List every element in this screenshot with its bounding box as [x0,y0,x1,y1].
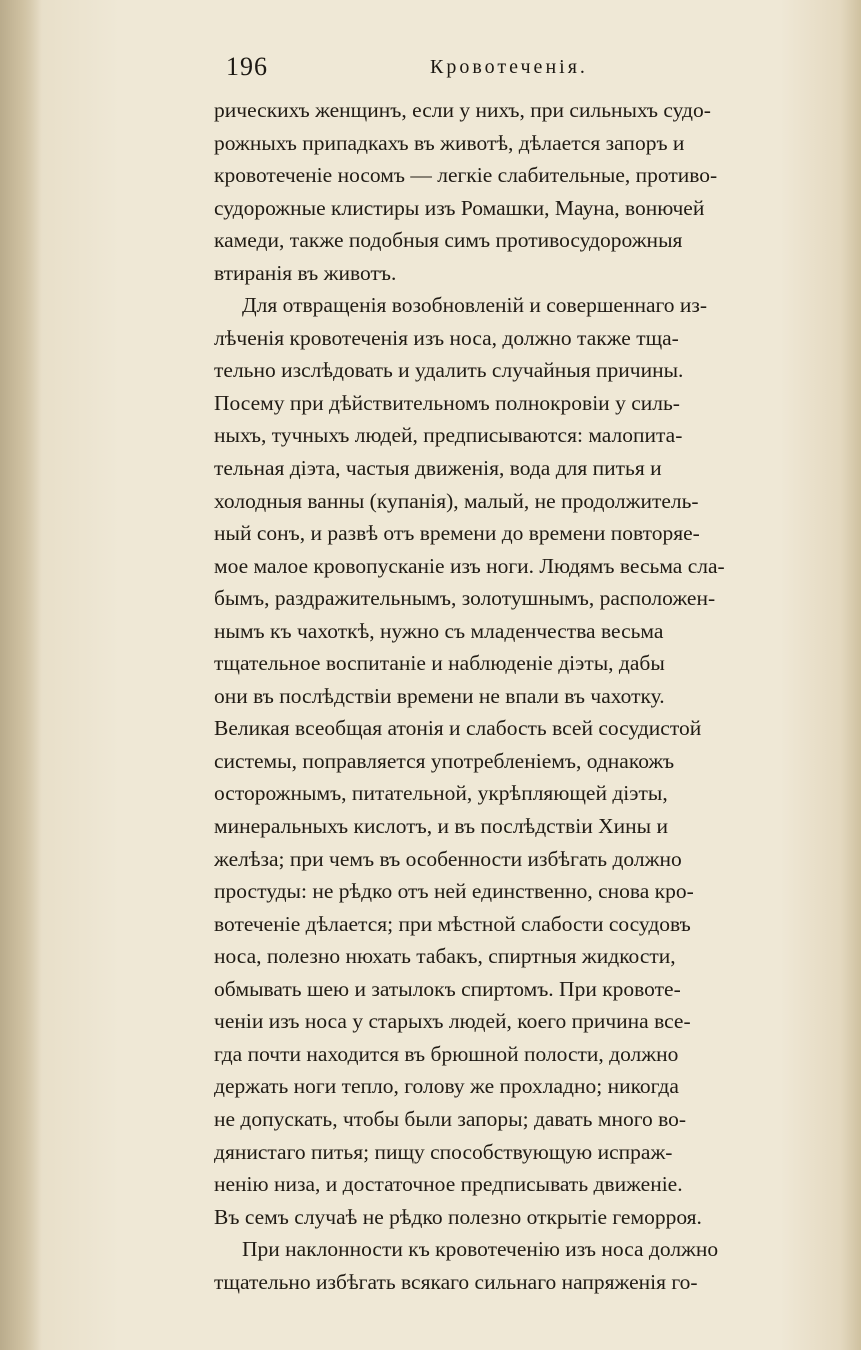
text-line: тельно изслѣдовать и удалить случайныя причины. [214,358,684,383]
text-line: кровотеченіе носомъ — легкіе слабительные, противо- [214,163,718,188]
text-line: тщательно избѣгать всякаго сильнаго напряженія го- [214,1269,698,1294]
text-line: камеди, также подобныя симъ противосудорожныя [214,228,683,253]
page-spine-shadow [0,0,42,1350]
text-line: тщательное воспитаніе и наблюденіе діэты, дабы [214,651,665,676]
text-line: Посему при дѣйствительномъ полнокровіи у силь- [214,390,680,415]
text-line: Въ семъ случаѣ не рѣдко полезно открытіе геморроя. [214,1204,702,1229]
text-line: гда почти находится въ брюшной полости, должно [214,1041,679,1066]
text-line: судорожные клистиры изъ Ромашки, Мауна, вонючей [214,195,705,220]
text-line: системы, поправляется употребленіемъ, однакожъ [214,748,675,773]
text-line: ный сонъ, и развѣ отъ времени до времени повторяе- [214,521,700,546]
text-line: бымъ, раздражительнымъ, золотушнымъ, расположен- [214,586,716,611]
text-line: тельная діэта, частыя движенія, вода для питья и [214,456,662,481]
text-line: рическихъ женщинъ, если у нихъ, при сильныхъ судо- [214,98,711,122]
page-header [226,52,626,86]
text-line: обмывать шею и затылокъ спиртомъ. При кровоте- [214,976,681,1001]
text-line: втиранія въ животъ. [214,260,397,285]
body-text [214,94,850,1298]
text-line: нымъ къ чахоткѣ, нужно съ младенчества весьма [214,618,664,643]
text-line: вотеченіе дѣлается; при мѣстной слабости сосудовъ [214,911,691,936]
page-number: 196 [226,52,268,81]
text-line: дянистаго питья; пищу способствующую испраж- [214,1139,673,1164]
text-line: осторожнымъ, питательной, укрѣпляющей діэты, [214,781,668,806]
text-line: минеральныхъ кислотъ, и въ послѣдствіи Хины и [214,814,668,839]
text-line: рожныхъ припадкахъ въ животѣ, дѣлается запоръ и [214,130,685,155]
text-line: желѣза; при чемъ въ особенности избѣгать должно [214,846,682,871]
text-line: Великая всеобщая атонія и слабость всей сосудистой [214,716,702,741]
text-line: мое малое кровопусканіе изъ ноги. Людямъ весьма сла- [214,553,725,578]
text-line: ченіи изъ носа у старыхъ людей, коего причина все- [214,1009,691,1034]
text-line: При наклонности къ кровотеченію изъ носа должно [242,1237,719,1262]
text-line: простуды: не рѣдко отъ ней единственно, снова кро- [214,879,694,904]
text-line: лѣченія кровотеченія изъ носа, должно также тща- [214,325,679,350]
text-line: ненію низа, и достаточное предписывать движеніе. [214,1172,683,1197]
running-title: Кровотеченія. [430,56,588,78]
text-line: Для отвращенія возобновленій и совершеннаго из- [242,293,708,318]
text-line: холодныя ванны (купанія), малый, не продолжитель- [214,488,699,513]
text-line: носа, полезно нюхать табакъ, спиртныя жидкости, [214,944,676,969]
text-line: они въ послѣдствіи времени не впали въ чахотку. [214,683,665,708]
text-line: держать ноги тепло, голову же прохладно; никогда [214,1074,679,1099]
text-line: ныхъ, тучныхъ людей, предписываются: малопита- [214,423,683,448]
text-line: не допускать, чтобы были запоры; давать много во- [214,1106,687,1131]
